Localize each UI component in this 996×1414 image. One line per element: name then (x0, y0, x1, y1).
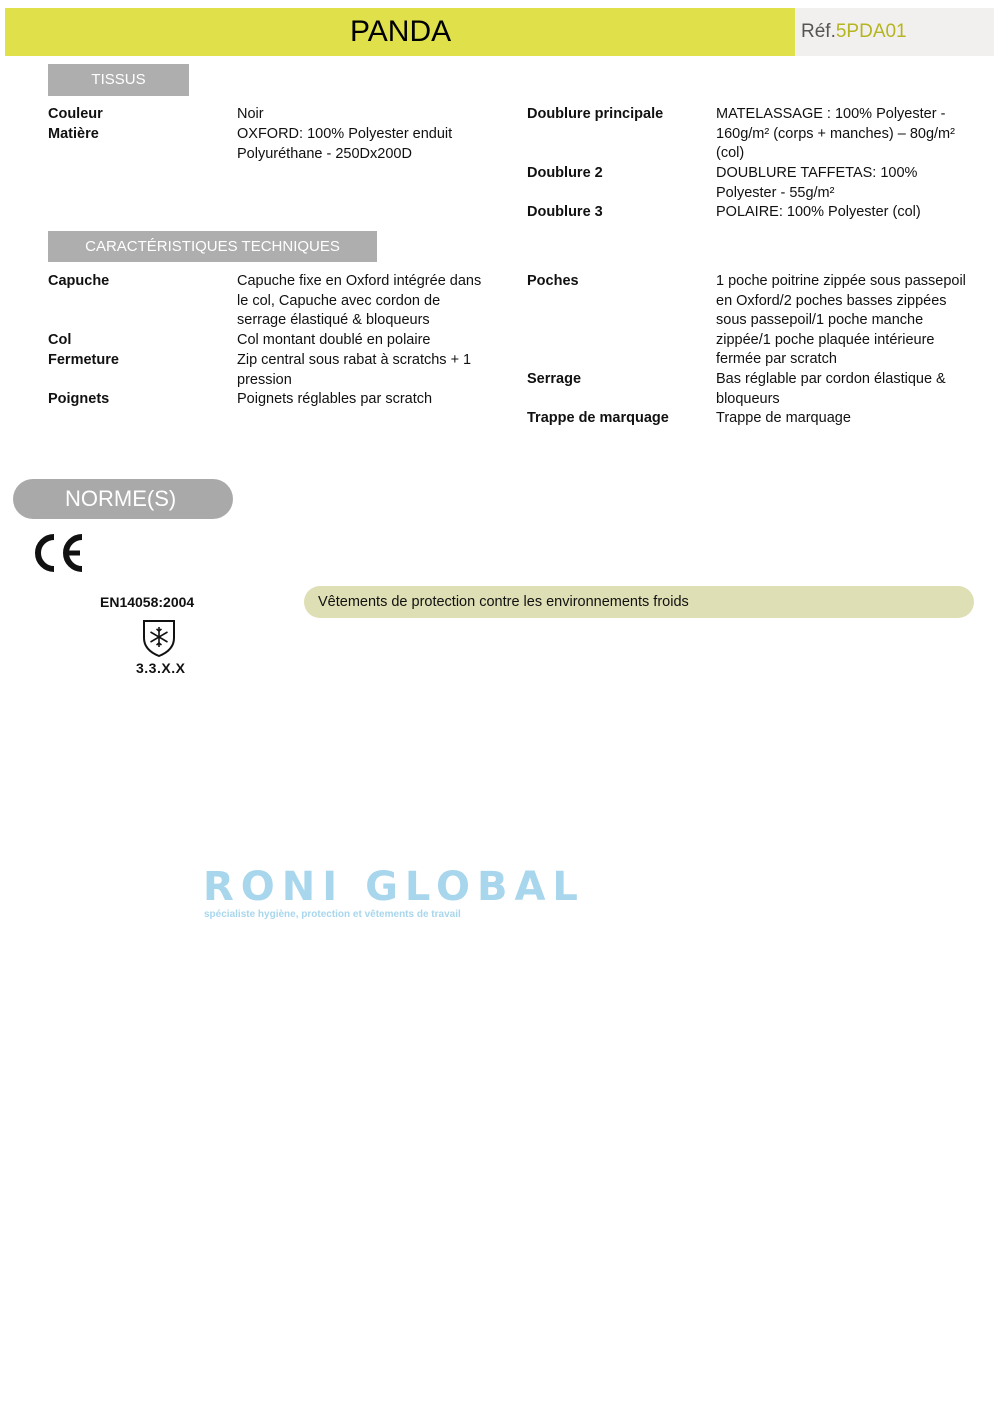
spec-value-line: Polyester - 55g/m² (716, 184, 835, 201)
spec-value: POLAIRE: 100% Polyester (col) (716, 204, 921, 220)
spec-value (716, 272, 966, 370)
watermark-tagline: spécialiste hygiène, protection et vêtements de travail (204, 909, 461, 920)
spec-value-line: Bas réglable par cordon élastique & (716, 371, 946, 387)
spec-label: Poignets (48, 391, 110, 407)
spec-label: Trappe de marquage (527, 410, 669, 426)
spec-value-line: 160g/m² (corps + manches) – 80g/m² (716, 125, 955, 142)
spec-label: Doublure 2 (527, 165, 603, 181)
spec-value-line: Polyuréthane - 250Dx200D (237, 145, 412, 162)
spec-label: Matière (48, 126, 99, 142)
spec-value-line: pression (237, 371, 292, 388)
spec-label: Serrage (527, 371, 582, 387)
spec-value-line: DOUBLURE TAFFETAS: 100% (716, 165, 918, 181)
section-caracteristiques-title: CARACTÉRISTIQUES TECHNIQUES (48, 231, 377, 262)
spec-value-line: (col) (716, 145, 745, 161)
spec-value-line: serrage élastiqué & bloqueurs (237, 312, 430, 328)
spec-value-line: bloqueurs (716, 390, 780, 407)
spec-label: Doublure 3 (527, 204, 603, 220)
spec-value-line: en Oxford/2 poches basses zippées (716, 292, 947, 309)
spec-value-line: Zip central sous rabat à scratchs + 1 (237, 352, 472, 368)
product-title: PANDA (350, 15, 452, 48)
ce-mark-icon (30, 533, 86, 573)
spec-value-line: OXFORD: 100% Polyester enduit (237, 126, 453, 142)
standard-level: 3.3.X.X (136, 660, 186, 676)
spec-label: Capuche (48, 273, 110, 289)
watermark-logo: RONI GLOBAL (203, 864, 585, 910)
spec-value (237, 351, 471, 390)
spec-label: Fermeture (48, 352, 119, 368)
spec-value-line: 1 poche poitrine zippée sous passepoil (716, 273, 966, 289)
spec-value-line: le col, Capuche avec cordon de (237, 292, 441, 309)
spec-value (237, 125, 452, 164)
spec-value (716, 370, 946, 409)
spec-value-line: Capuche fixe en Oxford intégrée dans (237, 273, 482, 289)
reference-code: 5PDA01 (835, 21, 907, 42)
spec-value: Trappe de marquage (716, 410, 851, 426)
spec-label: Doublure principale (527, 106, 664, 122)
spec-label: Couleur (48, 106, 103, 122)
spec-label: Poches (527, 273, 579, 289)
reference-prefix: Réf. (801, 21, 836, 42)
spec-value (716, 105, 955, 164)
spec-value-line: sous passepoil/1 poche manche (716, 312, 924, 328)
section-tissus-title: TISSUS (48, 64, 189, 96)
spec-value: Noir (237, 106, 264, 122)
standard-description: Vêtements de protection contre les environnements froids (304, 586, 974, 618)
spec-value-line: zippée/1 poche plaquée intérieure (716, 331, 935, 348)
reference-box (795, 8, 994, 56)
spec-value-line: fermée par scratch (716, 351, 837, 367)
header-bar (5, 8, 795, 56)
standard-code: EN14058:2004 (100, 594, 195, 610)
reference-label (801, 8, 907, 56)
spec-value-line: MATELASSAGE : 100% Polyester - (716, 106, 946, 122)
snowflake-shield-icon (141, 618, 177, 658)
spec-value: Col montant doublé en polaire (237, 332, 431, 348)
section-normes-title: NORME(S) (13, 479, 233, 519)
spec-value (237, 272, 481, 331)
spec-value (716, 164, 917, 203)
spec-value: Poignets réglables par scratch (237, 391, 433, 407)
spec-label: Col (48, 332, 72, 348)
